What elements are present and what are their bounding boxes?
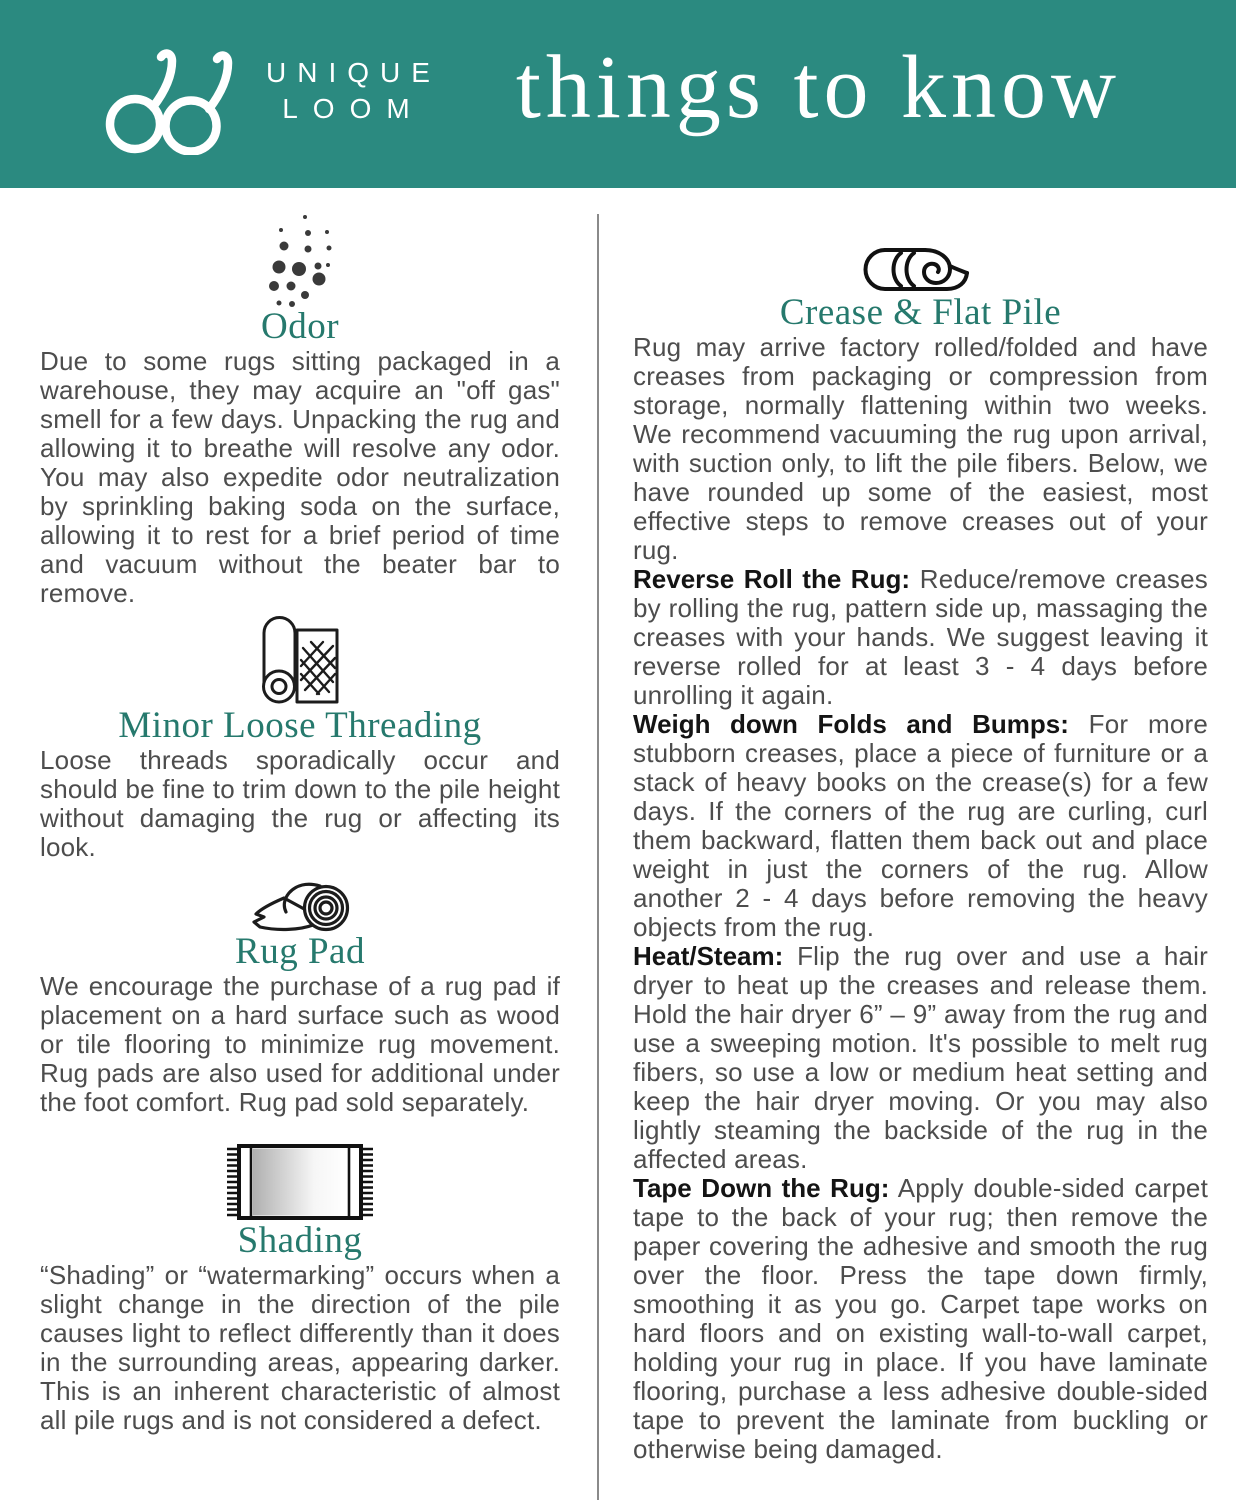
brand-name — [266, 55, 441, 127]
section-body: Rug may arrive factory rolled/folded and have creases from packaging or compression from storage, normally flattening within two weeks. We recommend vacuuming the rug upon arrival, with suction only, to lift the pile fibers. Below, we have rounded up some of the easiest, most effective steps to remove creases out of your rug. — [633, 332, 1208, 565]
tip-lead: Weigh down Folds and Bumps: — [633, 709, 1069, 739]
tip-tape-down — [633, 1174, 1208, 1464]
section-body: Due to some rugs sitting packaged in a warehouse, they may acquire an "off gas" smell for a few days. Unpacking the rug and allowing it to breathe will resolve any odor. You may also expedite odor neutralization by sprinkling baking soda on the surface, allowing it to rest for a brief period of time and vacuum without the beater bar to remove. — [40, 346, 560, 608]
section-odor — [40, 212, 560, 608]
rolled-rug-side-icon — [861, 247, 981, 293]
odor-particles-icon — [265, 212, 335, 307]
rug-pad-roll-icon — [250, 882, 350, 932]
brand-logo — [100, 33, 441, 155]
brand-name-line1: UNIQUE — [266, 57, 441, 88]
tip-lead: Tape Down the Rug: — [633, 1173, 890, 1203]
brand-name-line2: LOOM — [282, 93, 425, 124]
header-banner — [0, 0, 1236, 188]
tip-lead: Reverse Roll the Rug: — [633, 564, 911, 594]
right-column — [598, 188, 1236, 1464]
content — [0, 188, 1236, 1464]
section-heading: Minor Loose Threading — [118, 705, 482, 746]
section-body: Loose threads sporadically occur and should be fine to trim down to the pile height without damaging the rug or affecting its look. — [40, 745, 560, 862]
page-title: things to know — [515, 37, 1121, 137]
tip-reverse-roll — [633, 565, 1208, 710]
tip-body: Apply double-sided carpet tape to the back of your rug; then remove the paper covering the adhesive and smooth the rug over the floor. Press the tape down firmly, smoothing it as you go. Carpet tape works on hard floors and on existing wall-to-wall carpet, holding your rug in place. If you have laminate flooring, purchase a less adhesive double-sided tape to prevent the laminate from buckling or otherwise being damaged. — [633, 1173, 1208, 1464]
section-heading: Rug Pad — [235, 931, 365, 972]
tip-body: Flip the rug over and use a hair dryer to heat up the creases and release them. Hold the hair dryer 6” – 9” away from the rug and use a sweeping motion. It's possible to melt rug fibers, so use a low or medium heat setting and keep the hair dryer moving. Or you may also lightly steaming the backside of the rug in the affected areas. — [633, 941, 1208, 1174]
section-minor-loose-threading — [40, 614, 560, 862]
column-divider — [597, 214, 599, 1500]
section-shading — [40, 1143, 560, 1435]
left-column — [0, 188, 598, 1435]
section-heading: Crease & Flat Pile — [779, 292, 1062, 333]
tip-body: Reduce/remove creases by rolling the rug, pattern side up, massaging the creases with your hands. We suggest leaving it reverse rolled for at least 3 - 4 days before unrolling it again. — [633, 564, 1208, 710]
section-rug-pad — [40, 882, 560, 1117]
tip-heat-steam — [633, 942, 1208, 1174]
section-crease-flat-pile — [633, 247, 1208, 565]
shaded-rug-icon — [225, 1143, 375, 1221]
tip-lead: Heat/Steam: — [633, 941, 784, 971]
section-heading: Shading — [237, 1220, 363, 1261]
section-body: “Shading” or “watermarking” occurs when a slight change in the direction of the pile causes light to reflect differently than it does in the surrounding areas, appearing darker. This is an inherent characteristic of almost all pile rugs and is not considered a defect. — [40, 1260, 560, 1435]
tip-body: For more stubborn creases, place a piece of furniture or a stack of heavy books on the crease(s) for a few days. If the corners of the rug are curling, curl them backward, flatten them back out and place weight in just the corners of the rug. Allow another 2 - 4 days before removing the heavy objects from the rug. — [633, 709, 1208, 942]
rolled-rug-threading-icon — [261, 614, 339, 706]
unique-loom-logo-icon — [100, 47, 240, 155]
section-heading: Odor — [260, 306, 340, 347]
tip-weigh-down — [633, 710, 1208, 942]
section-body: We encourage the purchase of a rug pad if placement on a hard surface such as wood or tile flooring to minimize rug movement. Rug pads are also used for additional under the foot comfort. Rug pad sold separately. — [40, 971, 560, 1117]
